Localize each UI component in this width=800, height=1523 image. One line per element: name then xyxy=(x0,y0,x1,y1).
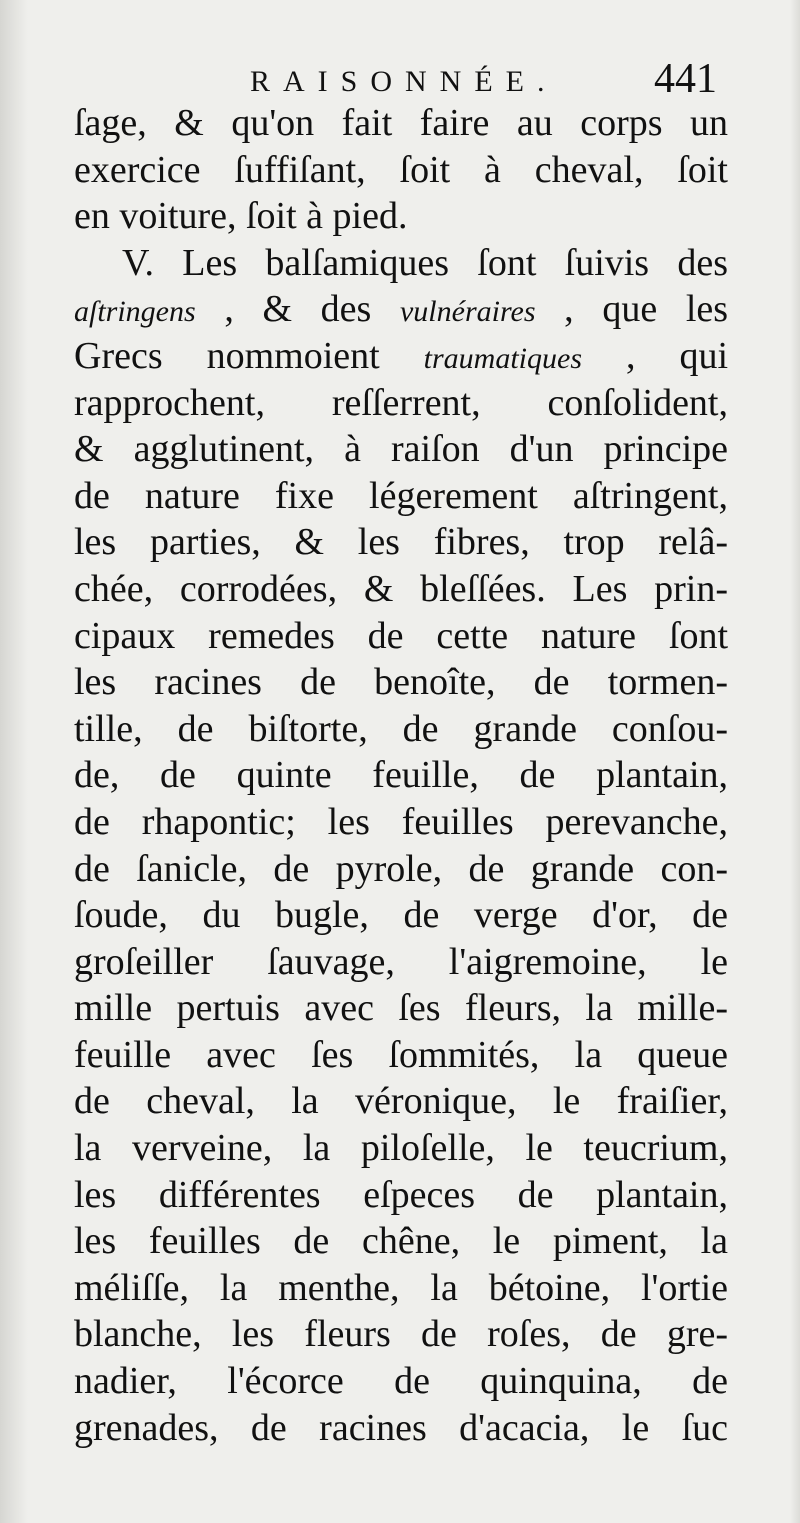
italic-term: vulnéraires xyxy=(399,295,536,329)
text-line: les racines de benoîte, de tormen- xyxy=(74,661,728,704)
text-line: chée, corrodées, & bleſſées. Les prin- xyxy=(74,567,728,610)
italic-term: aſtringens xyxy=(74,295,196,329)
text-line: les parties, & les fibres, trop relâ- xyxy=(74,521,728,564)
page-number: 441 xyxy=(654,56,717,102)
text-line: les feuilles de chêne, le piment, la xyxy=(74,1220,728,1263)
text-line xyxy=(74,333,728,380)
running-head xyxy=(0,56,800,106)
text-line: tille, de biſtorte, de grande conſou- xyxy=(74,707,728,750)
text-line: de rhapontic; les feuilles perevanche, xyxy=(74,800,728,843)
text-line: grenades, de racines d'acacia, le ſuc xyxy=(74,1406,728,1449)
text-line: la verveine, la piloſelle, le teucrium, xyxy=(74,1127,728,1170)
italic-term: traumatiques xyxy=(423,341,582,375)
text-line: & agglutinent, à raiſon d'un principe xyxy=(74,428,728,471)
text-line: de nature fixe légerement aſtringent, xyxy=(74,474,728,517)
text-line: rapprochent, reſſerrent, conſolident, xyxy=(74,381,728,424)
paragraph-start-line: V. Les balſamiques ſont ſuivis des xyxy=(122,241,728,284)
text-fragment: , & des xyxy=(224,288,372,331)
text-fragment: , qui xyxy=(625,334,728,377)
text-fragment: Grecs nommoient xyxy=(74,334,380,377)
body-text xyxy=(74,100,728,1451)
text-line: les différentes eſpeces de plantain, xyxy=(74,1173,728,1216)
text-line: de cheval, la véronique, le fraiſier, xyxy=(74,1080,728,1123)
text-line: cipaux remedes de cette nature ſont xyxy=(74,614,728,657)
running-title: RAISONNÉE. xyxy=(250,65,558,98)
text-line: ſage, & qu'on fait faire au corps un xyxy=(74,102,728,144)
text-line: de, de quinte feuille, de plantain, xyxy=(74,754,728,797)
text-line xyxy=(74,286,728,333)
text-line: méliſſe, la menthe, la bétoine, l'ortie xyxy=(74,1266,728,1309)
text-line: ſoude, du bugle, de verge d'or, de xyxy=(74,894,728,937)
text-line: feuille avec ſes ſommités, la queue xyxy=(74,1033,728,1076)
text-line: blanche, les fleurs de roſes, de gre- xyxy=(74,1313,728,1356)
text-line: de ſanicle, de pyrole, de grande con- xyxy=(74,847,728,890)
text-line: en voiture, ſoit à pied. xyxy=(74,195,408,238)
text-line: mille pertuis avec ſes fleurs, la mille- xyxy=(74,987,728,1030)
text-line: nadier, l'écorce de quinquina, de xyxy=(74,1360,728,1403)
text-line: groſeiller ſauvage, l'aigremoine, le xyxy=(74,940,728,983)
text-line: exercice ſuffiſant, ſoit à cheval, ſoit xyxy=(74,148,728,191)
text-fragment: , que les xyxy=(564,288,729,331)
